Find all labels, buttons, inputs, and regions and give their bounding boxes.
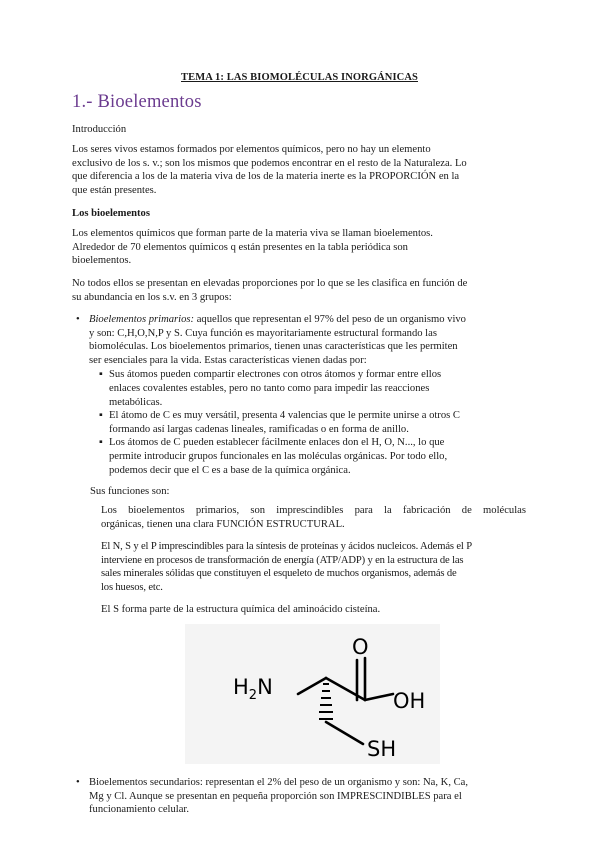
sublist-line: permite introducir grupos funcionales en las moléculas orgánicas. Por todo ello, — [109, 450, 448, 462]
hydroxyl-label: OH — [393, 689, 426, 713]
primarios-line: biomoléculas. Los bioelementos primarios, tienen unas características que les permiten — [89, 341, 458, 353]
bio-line: No todos ellos se presentan en elevadas proporciones por lo que se les clasifica en función de — [72, 278, 468, 289]
square-bullet-icon: ▪ — [99, 437, 103, 449]
section-title: 1.- Bioelementos — [72, 92, 202, 112]
intro-heading: Introducción — [72, 124, 127, 135]
bio-line: bioelementos. — [72, 255, 132, 267]
primarios-term: Bioelementos primarios: — [89, 314, 195, 325]
secundarios-item — [72, 776, 542, 817]
bio-paragraph-2 — [72, 277, 542, 304]
hashed-wedge-bond — [319, 684, 333, 719]
funciones-line: los huesos, etc. — [101, 581, 163, 593]
intro-line: Los seres vivos estamos formados por elementos químicos, pero no hay un elemento — [72, 144, 431, 155]
funciones-line: interviene en procesos de transformación de energía (ATP/ADP) y en la estructura de las — [101, 554, 464, 566]
bio-line: Alrededor de 70 elementos químicos q están presentes en la tabla periódica son — [72, 241, 408, 253]
secundarios-line: Mg y Cl. Aunque se presentan en pequeña proporción son IMPRESCINDIBLES para el — [89, 790, 462, 802]
thiol-label: SH — [367, 737, 397, 761]
sublist-line: enlaces covalentes estables, pero no tanto como para impedir las reacciones — [109, 382, 430, 394]
funciones-paragraph-2 — [101, 540, 531, 594]
sublist-item — [99, 368, 532, 409]
amine-label: $H_2N$ — [233, 675, 273, 703]
bio-paragraph-1 — [72, 227, 532, 268]
bond-ca-c — [326, 678, 365, 700]
bond-n-ca — [298, 678, 326, 694]
intro-line: que están presentes. — [72, 184, 157, 196]
bio-line: Los elementos químicos que forman parte de la materia viva se llaman bioelementos. — [72, 228, 433, 239]
square-bullet-icon: ▪ — [99, 369, 103, 381]
sublist-line: El átomo de C es muy versátil, presenta 4 valencias que le permite unirse a otros C — [109, 410, 460, 422]
secundarios-line: Bioelementos secundarios: representan el 2% del peso de un organismo y son: Na, K, Ca, — [89, 777, 469, 788]
primarios-line: aquellos que representan el 97% del peso de un organismo vivo — [194, 314, 466, 325]
primarios-item — [72, 313, 532, 477]
cysteine-diagram — [185, 624, 440, 764]
intro-line: que diferencia a los de la materia viva de los de la materia inerte es la PROPORCIÓN en la — [72, 171, 460, 183]
topic-header: TEMA 1: LAS BIOMOLÉCULAS INORGÁNICAS — [181, 72, 418, 83]
bioelementos-heading: Los bioelementos — [72, 208, 150, 219]
intro-paragraph — [72, 143, 532, 197]
funciones-line: sales minerales sólidas que constituyen el esqueleto de muchos organismos, además de — [101, 568, 457, 580]
cysteine-structure-image — [185, 624, 440, 764]
bond-cb-s — [326, 722, 363, 744]
bullet-icon: • — [76, 777, 80, 788]
secundarios-line: funcionamiento celular. — [89, 804, 190, 816]
funciones-line: Los bioelementos primarios, son imprescindibles para la fabricación de moléculas — [101, 505, 526, 516]
primarios-line: ser esenciales para la vida. Estas características vienen dadas por: — [89, 354, 367, 366]
sublist-item — [99, 409, 532, 436]
bio-line: su abundancia en los s.v. en 3 grupos: — [72, 291, 232, 303]
intro-line: exclusivo de los s. v.; son los mismos que podemos encontrar en el resto de la Naturaleza. Lo — [72, 157, 467, 169]
funciones-paragraph-3: El S forma parte de la estructura química del aminoácido cisteína. — [101, 604, 381, 615]
carbonyl-oxygen-label: O — [352, 635, 369, 659]
bond-c-oh — [365, 694, 393, 700]
sublist-line: formando así largas cadenas lineales, ramificadas o en forma de anillo. — [109, 423, 409, 435]
funciones-line: El N, S y el P imprescindibles para la síntesis de proteínas y ácidos nucleicos. Además el P — [101, 541, 472, 552]
primarios-sublist — [89, 368, 532, 477]
sublist-line: Sus átomos pueden compartir electrones con otros átomos y formar entre ellos — [109, 369, 442, 381]
funciones-heading: Sus funciones son: — [90, 486, 170, 497]
sublist-item — [99, 436, 532, 477]
primarios-line: y son: C,H,O,N,P y S. Cuya función es mayoritariamente estructural formando las — [89, 327, 437, 339]
square-bullet-icon: ▪ — [99, 410, 103, 422]
sublist-line: Los átomos de C pueden establecer fácilmente enlaces don el H, O, N..., lo que — [109, 437, 445, 449]
sublist-line: podemos decir que el C es a base de la química orgánica. — [109, 464, 351, 476]
funciones-line: orgánicas, tienen una clara FUNCIÓN ESTRUCTURAL. — [101, 518, 345, 530]
sublist-line: metabólicas. — [109, 396, 163, 408]
bullet-icon: • — [76, 314, 80, 325]
funciones-paragraph-1 — [101, 504, 526, 531]
